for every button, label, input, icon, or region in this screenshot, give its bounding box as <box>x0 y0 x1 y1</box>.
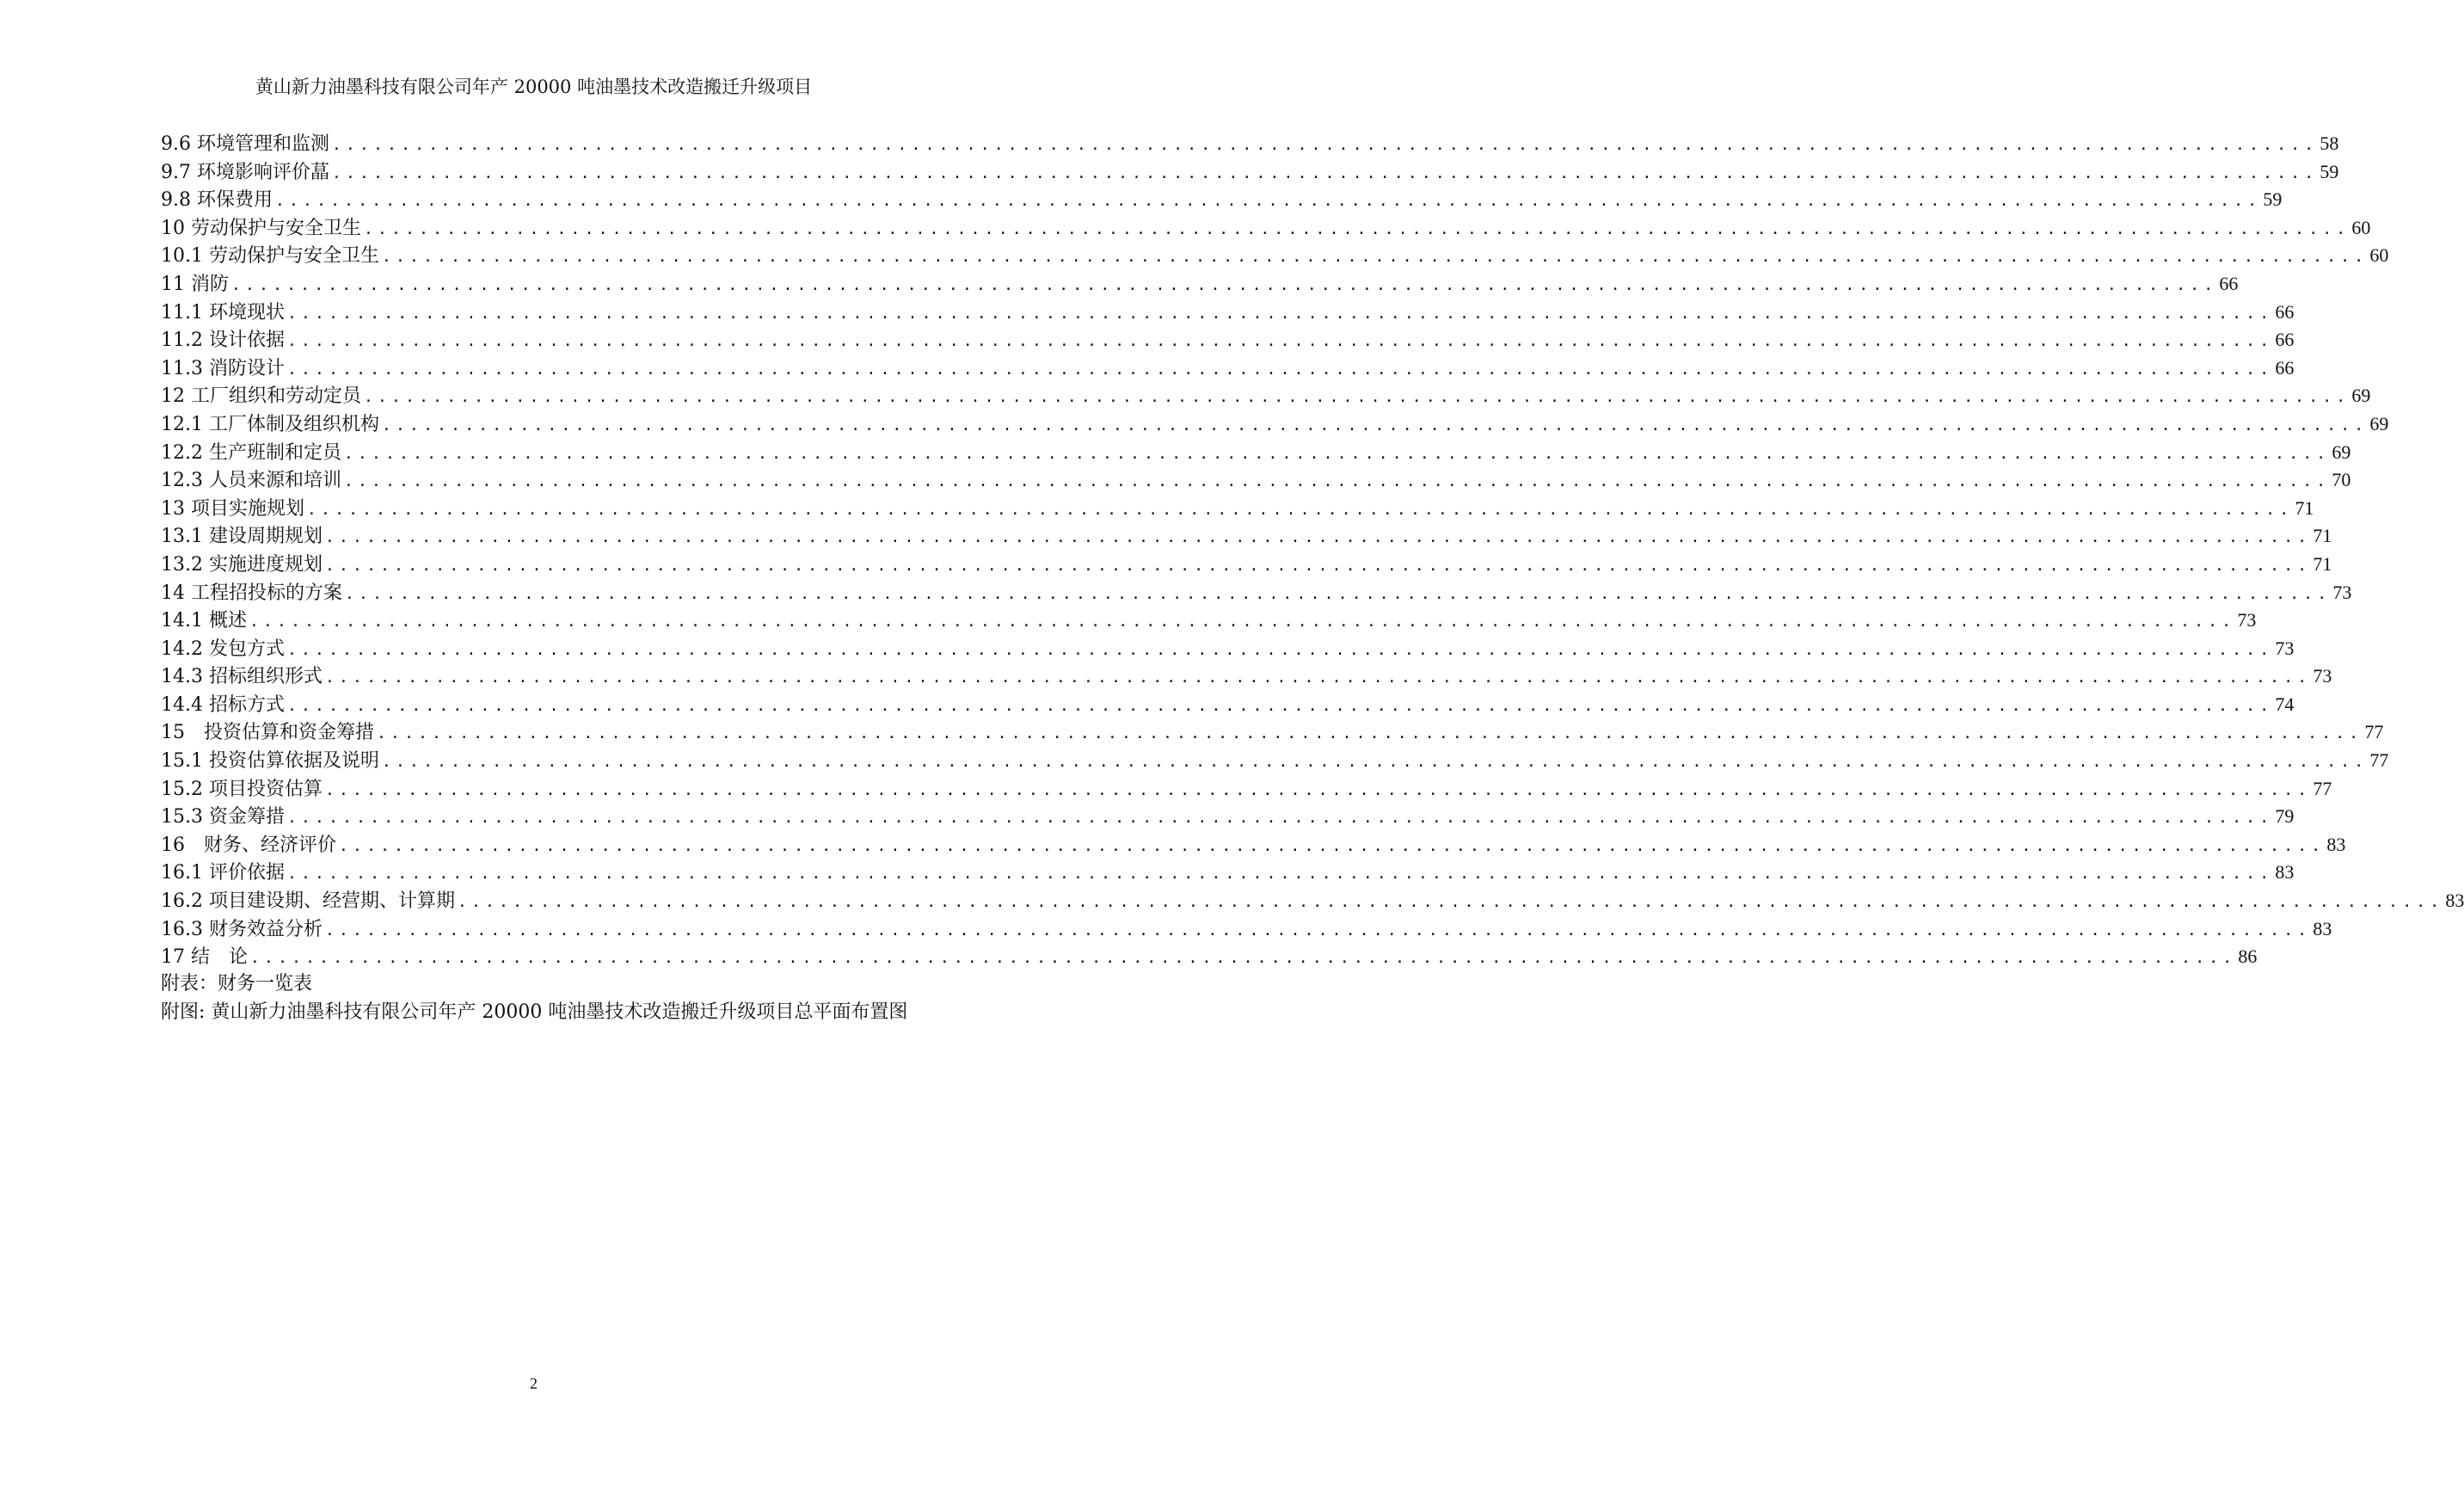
toc-entry-page: 73 <box>2275 637 2295 659</box>
toc-entry-label: 9.7 环境影响评价蕌 <box>161 161 329 183</box>
toc-entry-page: 71 <box>2313 525 2332 547</box>
toc-dot-leader: ................................................................................................................................................ <box>364 219 2350 238</box>
toc-dot-leader: ................................................................................................................................................ <box>331 163 2319 182</box>
toc-entry[interactable] <box>161 326 2295 354</box>
toc-dot-leader: ................................................................................................................................................ <box>381 753 2369 772</box>
toc-dot-leader: ................................................................................................................................................ <box>324 528 2312 547</box>
toc-entry-label: 12 工厂组织和劳动定员 <box>161 385 361 408</box>
toc-entry-label: 11.1 环境现状 <box>161 301 285 323</box>
toc-entry-page: 71 <box>2295 496 2314 519</box>
toc-dot-leader: ................................................................................................................................................ <box>307 500 2294 519</box>
toc-entry[interactable] <box>161 354 2295 383</box>
toc-entry-label: 15.3 资金筹措 <box>161 806 285 828</box>
toc-entry-page: 66 <box>2275 356 2295 379</box>
toc-entry[interactable] <box>161 214 2371 243</box>
toc-entry[interactable] <box>161 915 2332 944</box>
toc-entry-page: 70 <box>2332 469 2351 491</box>
appendix-figure-note: 附图: 黄山新力油墨科技有限公司年产 20000 吨油墨技术改造搬迁升级项目总平面布置图 <box>161 1001 908 1023</box>
toc-entry-page: 66 <box>2219 272 2239 294</box>
toc-entry-page: 73 <box>2313 665 2332 687</box>
toc-entry-page: 58 <box>2320 132 2339 154</box>
toc-dot-leader: ................................................................................................................................................ <box>249 613 2236 631</box>
toc-entry[interactable] <box>161 382 2371 410</box>
toc-dot-leader: ................................................................................................................................................ <box>324 668 2312 687</box>
toc-entry[interactable] <box>161 831 2346 859</box>
toc-entry-page: 69 <box>2351 385 2371 407</box>
toc-entry-label: 14.2 发包方式 <box>161 637 285 660</box>
toc-entry-label: 11.2 设计依据 <box>161 330 285 352</box>
toc-entry-label: 11.3 消防设计 <box>161 357 285 379</box>
toc-entry[interactable] <box>161 551 2332 579</box>
toc-entry-page: 74 <box>2275 693 2295 715</box>
toc-dot-leader: ................................................................................................................................................ <box>381 248 2369 267</box>
toc-entry-page: 66 <box>2275 329 2295 351</box>
toc-dot-leader: ................................................................................................................................................ <box>286 865 2274 884</box>
toc-entry-page: 83 <box>2326 833 2346 855</box>
toc-entry-page: 73 <box>2237 609 2257 631</box>
toc-entry-page: 69 <box>2369 412 2389 434</box>
toc-entry-page: 83 <box>2275 861 2295 884</box>
toc-entry-page: 77 <box>2369 749 2389 772</box>
toc-dot-leader: ................................................................................................................................................ <box>231 275 2218 294</box>
toc-dot-leader: ................................................................................................................................................ <box>343 444 2331 463</box>
toc-dot-leader: ................................................................................................................................................ <box>381 416 2369 434</box>
toc-entry-page: 77 <box>2364 721 2384 743</box>
toc-entry-label: 9.8 环保费用 <box>161 189 273 212</box>
table-of-contents <box>161 130 2464 971</box>
toc-entry-label: 12.1 工厂体制及组织机构 <box>161 413 379 435</box>
toc-dot-leader: ................................................................................................................................................ <box>250 949 2237 968</box>
toc-dot-leader: ................................................................................................................................................ <box>324 780 2312 799</box>
toc-entry[interactable] <box>161 186 2283 214</box>
toc-entry[interactable] <box>161 242 2389 270</box>
toc-entry[interactable] <box>161 270 2239 299</box>
toc-entry-label: 10 劳动保护与安全卫生 <box>161 217 361 239</box>
toc-entry[interactable] <box>161 662 2332 691</box>
toc-entry-label: 9.6 环境管理和监测 <box>161 133 329 155</box>
page-header: 黄山新力油墨科技有限公司年产 20000 吨油墨技术改造搬迁升级项目 <box>255 77 813 97</box>
toc-dot-leader: ................................................................................................................................................ <box>324 921 2312 939</box>
toc-entry-label: 16.1 评价依据 <box>161 862 285 884</box>
toc-entry-page: 83 <box>2313 917 2332 939</box>
toc-entry[interactable] <box>161 803 2295 831</box>
toc-entry-label: 14.1 概述 <box>161 610 247 632</box>
toc-entry-label: 12.3 人员来源和培训 <box>161 470 341 492</box>
toc-entry-page: 73 <box>2332 581 2352 603</box>
toc-entry-label: 10.1 劳动保护与安全卫生 <box>161 245 379 268</box>
toc-entry-page: 71 <box>2313 552 2332 575</box>
toc-entry-page: 60 <box>2369 244 2389 267</box>
toc-entry[interactable] <box>161 607 2257 635</box>
toc-entry-page: 59 <box>2320 160 2339 182</box>
toc-dot-leader: ................................................................................................................................................ <box>377 724 2363 743</box>
toc-entry-page: 77 <box>2313 777 2332 799</box>
toc-entry-label: 12.2 生产班制和定员 <box>161 441 341 464</box>
toc-dot-leader: ................................................................................................................................................ <box>339 836 2326 855</box>
toc-dot-leader: ................................................................................................................................................ <box>364 388 2350 407</box>
toc-entry[interactable] <box>161 718 2384 747</box>
toc-entry-label: 15 投资估算和资金筹措 <box>161 722 374 744</box>
toc-dot-leader: ................................................................................................................................................ <box>343 472 2331 491</box>
toc-dot-leader: ................................................................................................................................................ <box>286 304 2274 323</box>
toc-entry-label: 15.1 投资估算依据及说明 <box>161 750 379 773</box>
toc-dot-leader: ................................................................................................................................................ <box>286 809 2274 828</box>
toc-entry[interactable] <box>161 775 2332 804</box>
toc-dot-leader: ................................................................................................................................................ <box>457 893 2444 912</box>
toc-dot-leader: ................................................................................................................................................ <box>274 192 2262 211</box>
toc-entry-label: 16.2 项目建设期、经营期、计算期 <box>161 890 455 913</box>
toc-entry[interactable] <box>161 299 2295 327</box>
toc-entry[interactable] <box>161 887 2464 915</box>
toc-entry-label: 13.2 实施进度规划 <box>161 553 323 576</box>
toc-entry-page: 59 <box>2263 188 2283 211</box>
toc-dot-leader: ................................................................................................................................................ <box>286 332 2274 351</box>
toc-entry-page: 79 <box>2275 805 2295 828</box>
toc-dot-leader: ................................................................................................................................................ <box>331 136 2319 154</box>
toc-entry-page: 69 <box>2332 440 2351 463</box>
toc-entry-label: 13 项目实施规划 <box>161 497 304 520</box>
toc-entry-label: 15.2 项目投资估算 <box>161 778 323 800</box>
toc-entry[interactable] <box>161 522 2332 551</box>
toc-entry-page: 86 <box>2238 945 2258 968</box>
toc-dot-leader: ................................................................................................................................................ <box>286 640 2274 659</box>
toc-entry-page: 60 <box>2351 216 2371 238</box>
toc-entry-label: 16 财务、经济评价 <box>161 834 336 856</box>
toc-entry-page: 66 <box>2275 300 2295 323</box>
toc-entry-label: 14 工程招投标的方案 <box>161 582 342 604</box>
toc-entry[interactable] <box>161 635 2295 663</box>
appendix-table-note: 附表：财务一览表 <box>161 973 313 995</box>
toc-entry[interactable] <box>161 130 2339 158</box>
toc-entry-label: 13.1 建设周期规划 <box>161 526 323 548</box>
toc-entry[interactable] <box>161 859 2295 887</box>
toc-entry[interactable] <box>161 466 2351 495</box>
toc-entry-label: 14.4 招标方式 <box>161 693 285 716</box>
toc-dot-leader: ................................................................................................................................................ <box>345 584 2332 603</box>
toc-entry[interactable] <box>161 410 2389 439</box>
toc-entry[interactable] <box>161 943 2258 971</box>
toc-dot-leader: ................................................................................................................................................ <box>324 556 2312 575</box>
toc-entry-label: 14.3 招标组织形式 <box>161 666 323 688</box>
toc-entry[interactable] <box>161 579 2352 607</box>
toc-entry-label: 16.3 财务效益分析 <box>161 918 323 940</box>
toc-entry[interactable] <box>161 691 2295 719</box>
toc-entry[interactable] <box>161 158 2339 187</box>
page-number: 2 <box>530 1375 538 1392</box>
toc-entry-label: 17 结 论 <box>161 946 248 969</box>
toc-dot-leader: ................................................................................................................................................ <box>286 360 2274 379</box>
toc-entry[interactable] <box>161 439 2351 467</box>
toc-entry-label: 11 消防 <box>161 273 229 295</box>
toc-entry[interactable] <box>161 495 2314 523</box>
toc-entry-page: 83 <box>2445 890 2464 912</box>
toc-dot-leader: ................................................................................................................................................ <box>286 696 2274 715</box>
toc-entry[interactable] <box>161 747 2389 775</box>
